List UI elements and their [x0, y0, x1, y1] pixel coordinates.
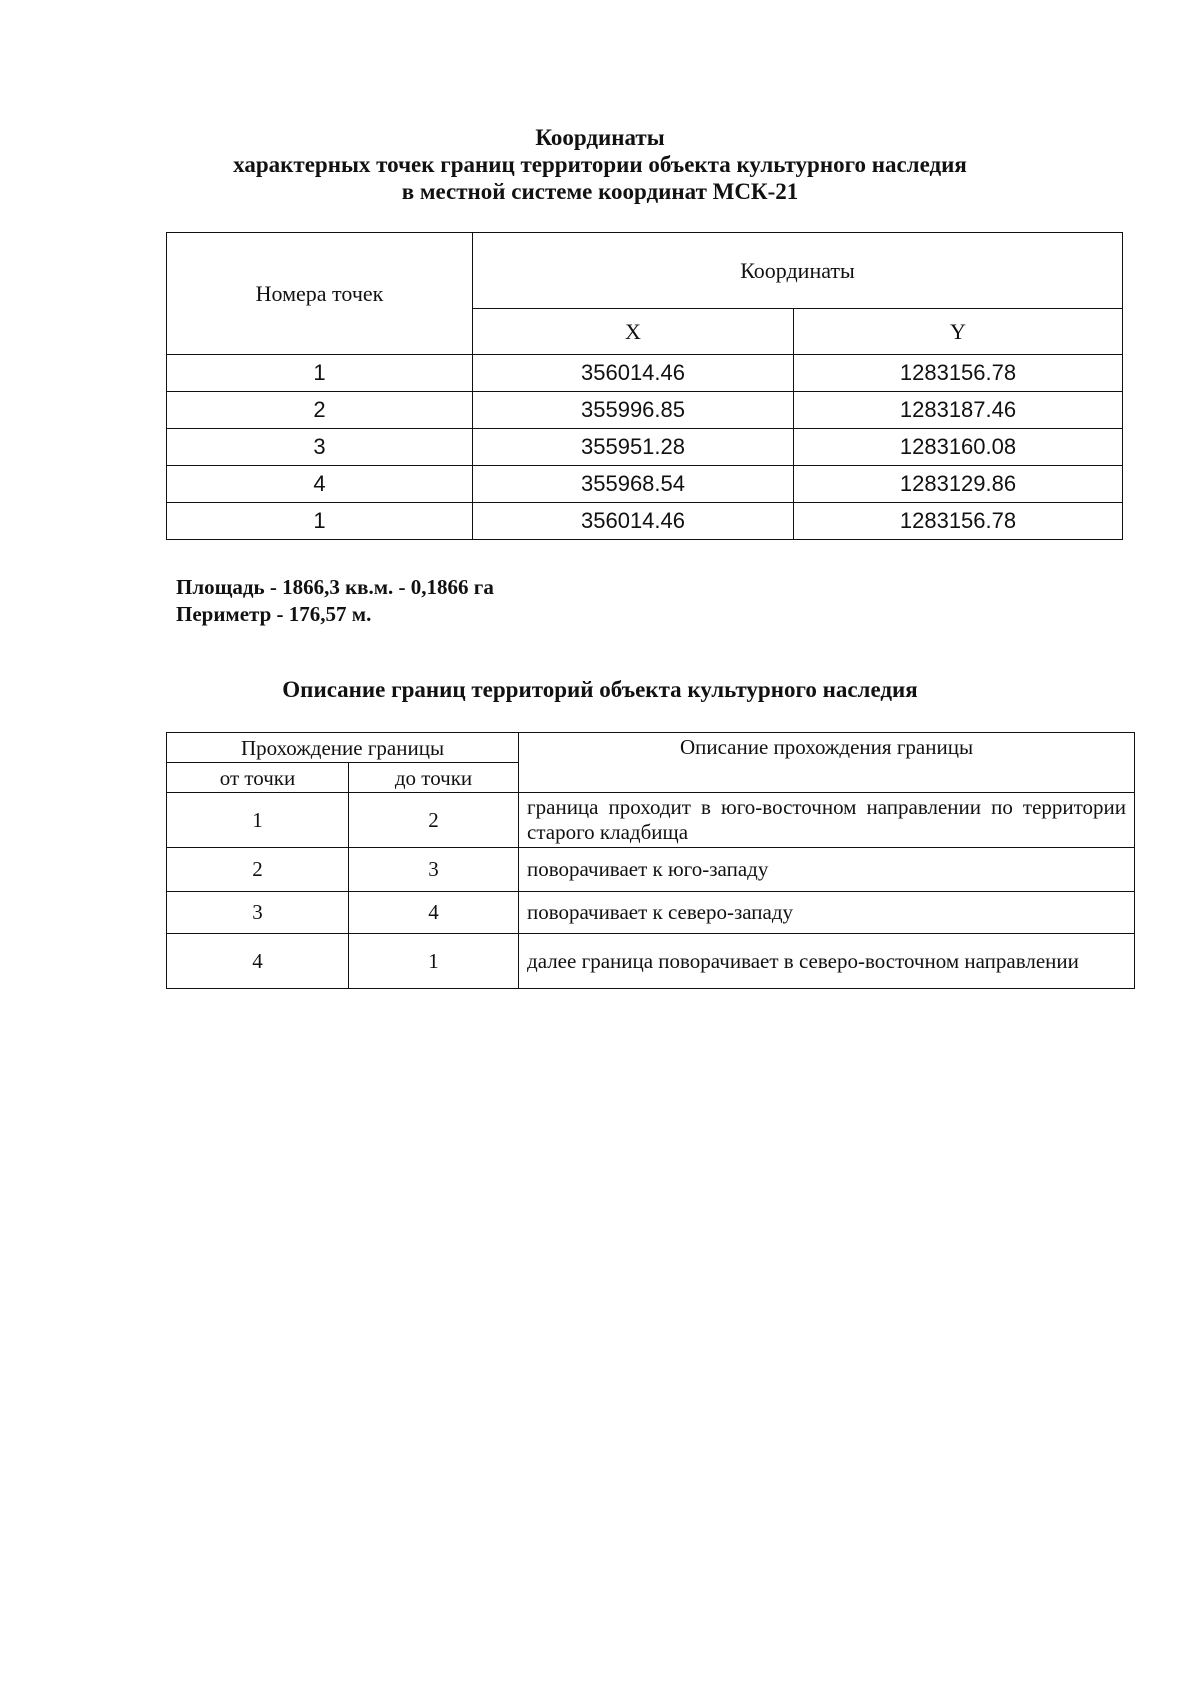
from-point: 1 — [167, 793, 349, 848]
point-number: 4 — [167, 466, 473, 503]
document-title — [0, 124, 1200, 205]
title-line-1: Координаты — [535, 125, 665, 150]
boundary-table — [166, 732, 1135, 989]
x-value: 355951.28 — [473, 429, 794, 466]
title-line-2: характерных точек границ территории объекта культурного наследия — [233, 152, 967, 177]
x-value: 355968.54 — [473, 466, 794, 503]
y-header: Y — [794, 309, 1123, 355]
table-row — [167, 429, 1123, 466]
area-summary — [176, 574, 494, 628]
boundary-description: граница проходит в юго-восточном направлении по территории старого кладбища — [519, 793, 1135, 848]
description-title-text: Описание границ территорий объекта культурного наследия — [282, 677, 918, 702]
title-line-3: в местной системе координат МСК-21 — [401, 179, 799, 204]
to-point: 4 — [349, 892, 519, 934]
boundary-description: далее граница поворачивает в северо-восточном направлении — [519, 934, 1135, 989]
x-value: 355996.85 — [473, 392, 794, 429]
y-value: 1283160.08 — [794, 429, 1123, 466]
x-value: 356014.46 — [473, 503, 794, 540]
y-value: 1283129.86 — [794, 466, 1123, 503]
to-point: 3 — [349, 848, 519, 892]
coordinates-table — [166, 232, 1123, 540]
coordinates-header: Координаты — [473, 233, 1123, 309]
area-text: Площадь - 1866,3 кв.м. - 0,1866 га — [176, 575, 494, 599]
point-number-header: Номера точек — [167, 233, 473, 355]
x-header: X — [473, 309, 794, 355]
y-value: 1283156.78 — [794, 503, 1123, 540]
table-row — [167, 793, 1135, 848]
table-row — [167, 392, 1123, 429]
table-row — [167, 892, 1135, 934]
point-number: 2 — [167, 392, 473, 429]
from-point-header: от точки — [167, 763, 349, 793]
point-number: 1 — [167, 503, 473, 540]
perimeter-text: Периметр - 176,57 м. — [176, 602, 372, 626]
y-value: 1283156.78 — [794, 355, 1123, 392]
from-point: 3 — [167, 892, 349, 934]
table-row — [167, 503, 1123, 540]
table-row — [167, 355, 1123, 392]
boundary-description: поворачивает к юго-западу — [519, 848, 1135, 892]
table-row — [167, 466, 1123, 503]
description-header: Описание прохождения границы — [519, 733, 1135, 793]
from-point: 2 — [167, 848, 349, 892]
table-row — [167, 848, 1135, 892]
y-value: 1283187.46 — [794, 392, 1123, 429]
description-title — [0, 676, 1200, 703]
point-number: 3 — [167, 429, 473, 466]
passage-header: Прохождение границы — [167, 733, 519, 763]
from-point: 4 — [167, 934, 349, 989]
to-point: 2 — [349, 793, 519, 848]
table-row — [167, 934, 1135, 989]
to-point: 1 — [349, 934, 519, 989]
boundary-description: поворачивает к северо-западу — [519, 892, 1135, 934]
point-number: 1 — [167, 355, 473, 392]
x-value: 356014.46 — [473, 355, 794, 392]
to-point-header: до точки — [349, 763, 519, 793]
